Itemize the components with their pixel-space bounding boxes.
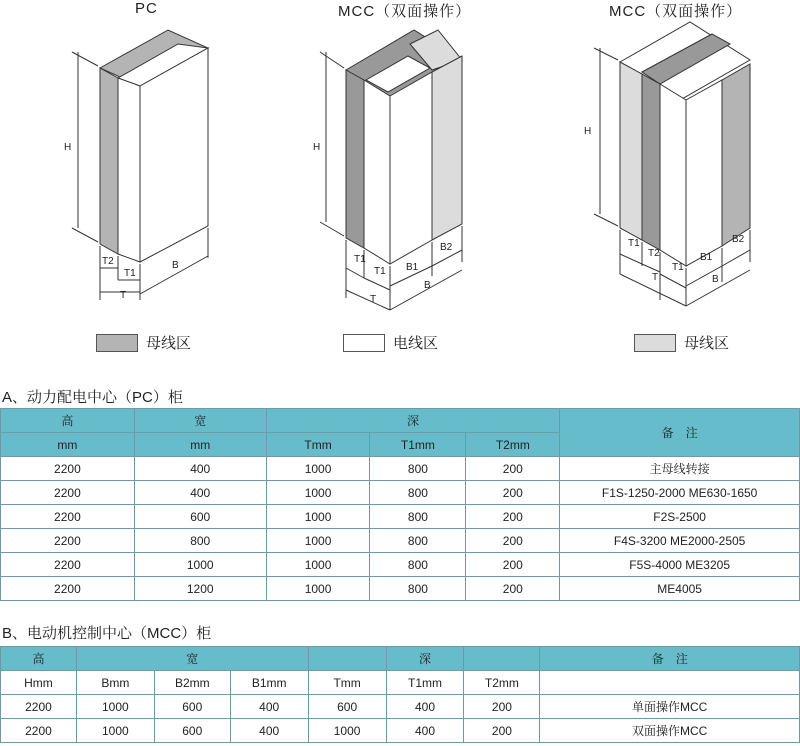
col-depth: 深: [266, 409, 560, 433]
label-t1-pc: T1: [124, 268, 136, 279]
mcc-cabinet-1: [320, 30, 462, 310]
table-cell: F5S-4000 ME3205: [560, 553, 800, 577]
table-a-header-row-1: [1, 409, 800, 433]
legend-busbar-alt: [634, 332, 729, 353]
table-cell: 400: [386, 719, 464, 743]
table-row: [1, 505, 800, 529]
table-cell: 200: [466, 529, 560, 553]
table-cell: 1200: [134, 577, 266, 601]
table-cell: 200: [466, 505, 560, 529]
label-h-mcc1: H: [313, 142, 321, 153]
table-cell: 200: [466, 457, 560, 481]
diagram-title-pc: PC: [135, 0, 158, 17]
table-cell: 400: [134, 457, 266, 481]
pc-cabinet: [72, 30, 208, 300]
label-b-pc: B: [172, 260, 179, 271]
table-b-header-row-2: [1, 671, 800, 695]
col-t2: T2mm: [466, 433, 560, 457]
table-cell: F4S-3200 ME2000-2505: [560, 529, 800, 553]
label-h-mcc2: H: [584, 126, 592, 137]
table-cell: ME4005: [560, 577, 800, 601]
col-note: 备 注: [560, 409, 800, 457]
table-cell: 1000: [266, 505, 370, 529]
table-cell: 800: [134, 529, 266, 553]
table-cell: 200: [466, 481, 560, 505]
table-cell: 400: [386, 695, 464, 719]
table-row: [1, 719, 800, 743]
table-cell: 600: [154, 719, 230, 743]
table-cell: T1mm: [386, 671, 464, 695]
label-t1a-mcc1: T1: [354, 254, 366, 265]
diagram-title-mcc-1: MCC（双面操作）: [338, 3, 472, 20]
table-cell: 2200: [1, 719, 77, 743]
label-t1b-mcc1: T1: [374, 266, 386, 277]
table-cell: 2200: [1, 695, 77, 719]
col-spacer: [464, 647, 540, 671]
table-cell: 2200: [1, 457, 135, 481]
table-cell: 800: [370, 505, 466, 529]
table-cell: T2mm: [464, 671, 540, 695]
table-cell: 400: [230, 695, 308, 719]
label-t-pc: T: [120, 290, 127, 301]
table-cell: 800: [370, 457, 466, 481]
table-row: [1, 529, 800, 553]
col-spacer: [308, 647, 386, 671]
col-t1: T1mm: [370, 433, 466, 457]
table-cell: 1000: [266, 481, 370, 505]
col-height: 高: [1, 409, 135, 433]
label-t-mcc2: T: [652, 272, 659, 283]
table-cell: 2200: [1, 553, 135, 577]
legend-swatch: [343, 334, 385, 352]
table-a: [0, 408, 800, 601]
table-b: [0, 646, 800, 743]
label-h-pc: H: [64, 142, 72, 153]
col-height: 高: [1, 647, 77, 671]
table-cell: 1000: [76, 719, 154, 743]
table-cell: Hmm: [1, 671, 77, 695]
cabinet-drawings: [0, 0, 800, 330]
col-depth: 深: [386, 647, 464, 671]
table-cell: 400: [230, 719, 308, 743]
label-b-mcc1: B: [424, 280, 431, 291]
table-cell: 800: [370, 481, 466, 505]
legend-label: 母线区: [684, 335, 730, 352]
table-a-title: A、动力配电中心（PC）柜: [2, 389, 183, 406]
table-b-title: B、电动机控制中心（MCC）柜: [2, 625, 212, 642]
table-cell: 600: [308, 695, 386, 719]
table-row: [1, 481, 800, 505]
legend-busbar: [96, 332, 191, 353]
table-cell: 2200: [1, 529, 135, 553]
table-cell: 1000: [134, 553, 266, 577]
table-cell: F2S-2500: [560, 505, 800, 529]
label-t-mcc1: T: [370, 294, 377, 305]
col-width-unit: mm: [134, 433, 266, 457]
table-cell: 1000: [76, 695, 154, 719]
table-cell: 1000: [266, 529, 370, 553]
table-cell: 400: [134, 481, 266, 505]
table-cell: 600: [154, 695, 230, 719]
table-cell: 2200: [1, 577, 135, 601]
table-row: [1, 695, 800, 719]
table-cell: 200: [466, 577, 560, 601]
label-b-mcc2: B: [712, 274, 719, 285]
table-cell: 800: [370, 529, 466, 553]
table-cell: Tmm: [308, 671, 386, 695]
legend-swatch: [634, 334, 676, 352]
table-cell: Bmm: [76, 671, 154, 695]
col-height-unit: mm: [1, 433, 135, 457]
table-cell: 200: [464, 695, 540, 719]
table-cell: 1000: [308, 719, 386, 743]
table-cell: 1000: [266, 577, 370, 601]
col-width: 宽: [76, 647, 308, 671]
label-t2-pc: T2: [102, 256, 114, 267]
table-cell: 单面操作MCC: [540, 695, 800, 719]
table-b-header-row-1: [1, 647, 800, 671]
label-t1a-mcc2: T1: [628, 238, 640, 249]
legend-swatch: [96, 334, 138, 352]
table-cell: 2200: [1, 505, 135, 529]
table-cell: B1mm: [230, 671, 308, 695]
table-cell: 1000: [266, 457, 370, 481]
table-cell: 主母线转接: [560, 457, 800, 481]
label-t1b-mcc2: T1: [672, 262, 684, 273]
legend-cable: [343, 332, 438, 353]
table-cell: 200: [464, 719, 540, 743]
diagram-title-mcc-2: MCC（双面操作）: [609, 3, 743, 20]
cabinet-diagrams: [0, 0, 800, 360]
col-width: 宽: [134, 409, 266, 433]
table-row: [1, 553, 800, 577]
label-b1-mcc1: B1: [406, 262, 419, 273]
table-cell: 800: [370, 553, 466, 577]
table-row: [1, 577, 800, 601]
label-b1-mcc2: B1: [700, 252, 713, 263]
table-cell: 800: [370, 577, 466, 601]
label-b2-mcc1: B2: [440, 242, 453, 253]
table-cell: 2200: [1, 481, 135, 505]
label-b2-mcc2: B2: [732, 234, 745, 245]
legend-label: 母线区: [146, 335, 192, 352]
col-note: 备 注: [540, 647, 800, 671]
table-cell: B2mm: [154, 671, 230, 695]
table-cell: 双面操作MCC: [540, 719, 800, 743]
table-cell: [540, 671, 800, 695]
table-cell: F1S-1250-2000 ME630-1650: [560, 481, 800, 505]
table-cell: 1000: [266, 553, 370, 577]
table-cell: 600: [134, 505, 266, 529]
label-t2-mcc2: T2: [648, 248, 660, 259]
col-t: Tmm: [266, 433, 370, 457]
table-row: [1, 457, 800, 481]
legend-label: 电线区: [393, 335, 439, 352]
table-cell: 200: [466, 553, 560, 577]
